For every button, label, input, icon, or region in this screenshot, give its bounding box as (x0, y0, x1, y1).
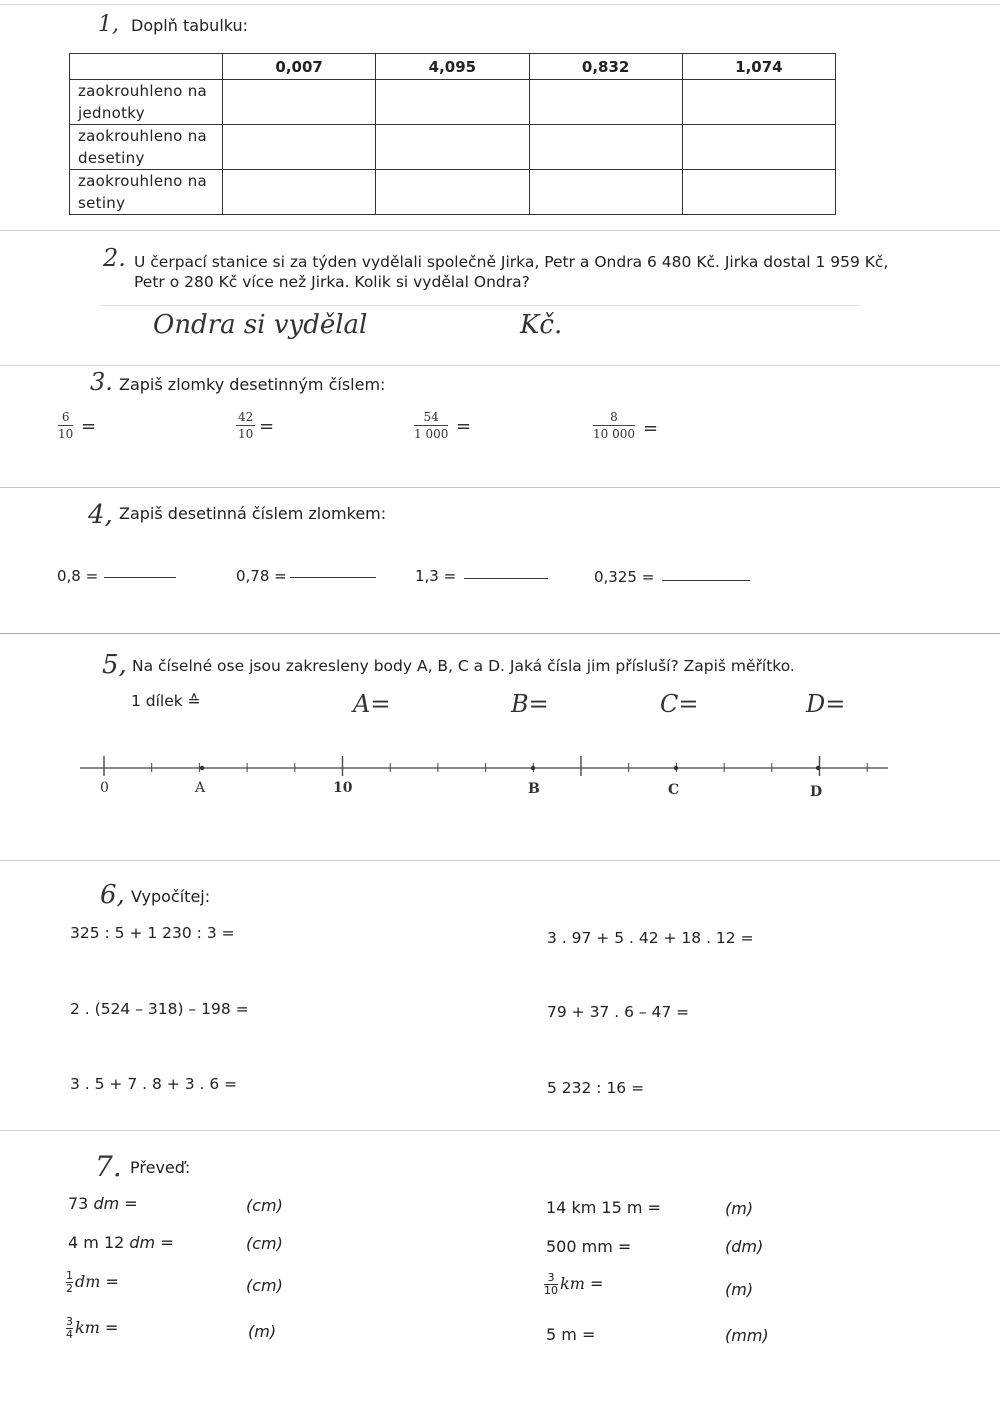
fraction (593, 410, 635, 441)
numerator: 3 (66, 1315, 73, 1328)
target-unit: (m) (725, 1199, 754, 1218)
denominator: 10 (544, 1284, 558, 1297)
decimal-item: 1,3 = (415, 567, 457, 585)
expression: 3 . 97 + 5 . 42 + 18 . 12 = (547, 929, 754, 947)
task-number: 4, (88, 500, 113, 530)
answer-cell[interactable] (682, 125, 835, 170)
target-unit: (cm) (246, 1234, 283, 1253)
fraction (58, 410, 73, 441)
scale-label: 1 dílek ≙ (131, 692, 201, 710)
answer-cell[interactable] (376, 80, 529, 125)
answer-cell[interactable] (223, 125, 376, 170)
conversion-value: 500 mm (546, 1237, 613, 1256)
fraction (414, 410, 448, 441)
handwritten-answer-prefix: Ondra si vydělal (153, 310, 368, 340)
equals-sign: = (456, 416, 472, 437)
table-column-header: 4,095 (376, 54, 529, 80)
target-unit: (mm) (725, 1326, 769, 1345)
equals-sign: = (589, 1274, 604, 1293)
target-unit: (dm) (725, 1237, 764, 1256)
task-text-line: Petr o 280 Kč více než Jirka. Kolik si vydělal Ondra? (134, 273, 530, 291)
conversion-item (68, 1233, 174, 1252)
conversion-unit: dm (129, 1233, 156, 1252)
conversion-value: 73 (68, 1194, 89, 1213)
equals-sign: = (104, 1318, 119, 1337)
table-column-header: 1,074 (682, 54, 835, 80)
task-instruction: Vypočítej: (131, 887, 211, 906)
axis-ticks (104, 756, 867, 776)
task-number: 2. (103, 244, 126, 272)
table-header-row (70, 54, 836, 80)
task-number: 6, (100, 880, 125, 910)
axis-point (531, 766, 535, 770)
row-label: zaokrouhleno na jednotky (70, 80, 223, 125)
denominator: 4 (66, 1328, 73, 1341)
equals-sign: = (124, 1194, 138, 1213)
denominator: 10 000 (593, 427, 635, 441)
expression: 325 : 5 + 1 230 : 3 = (70, 924, 235, 942)
numerator: 42 (238, 410, 254, 424)
answer-cell[interactable] (223, 80, 376, 125)
answer-cell[interactable] (376, 125, 529, 170)
fraction (66, 1316, 73, 1341)
task-text-line: U čerpací stanice si za týden vydělali společně Jirka, Petr a Ondra 6 480 Kč. Jirka dostal 1 959 Kč, (134, 253, 889, 271)
conversion-item (66, 1270, 119, 1295)
numerator: 6 (58, 410, 73, 426)
answer-blank[interactable] (464, 578, 548, 579)
answer-cell[interactable] (529, 80, 682, 125)
decimal-item: 0,8 = (57, 567, 99, 585)
conversion-item (66, 1316, 118, 1341)
numerator: 1 (66, 1269, 73, 1282)
answer-label-d: D= (806, 690, 846, 718)
axis-label-a: A (195, 780, 206, 796)
denominator: 1 000 (414, 427, 449, 441)
equals-sign: = (160, 1233, 174, 1252)
table-row (70, 170, 836, 215)
table-row (70, 125, 836, 170)
decimal-item: 0,78 = (236, 567, 287, 585)
row-label: zaokrouhleno na setiny (70, 170, 223, 215)
expression: 79 + 37 . 6 – 47 = (547, 1003, 690, 1021)
conversion-item (546, 1198, 661, 1217)
answer-label-a: A= (353, 690, 391, 718)
section-divider (0, 860, 1000, 861)
answer-cell[interactable] (682, 170, 835, 215)
row-label: zaokrouhleno na desetiny (70, 125, 223, 170)
answer-cell[interactable] (376, 170, 529, 215)
axis-label-b: B (528, 781, 540, 797)
denominator: 10 (58, 427, 74, 441)
target-unit: (cm) (246, 1276, 283, 1295)
conversion-value: 14 km 15 m (546, 1198, 643, 1217)
expression: 5 232 : 16 = (547, 1079, 645, 1097)
table-column-header: 0,007 (223, 54, 376, 80)
section-divider (0, 4, 1000, 5)
answer-blank[interactable] (662, 580, 750, 581)
answer-label-b: B= (511, 690, 549, 718)
conversion-item (68, 1194, 138, 1213)
equals-sign: = (647, 1198, 661, 1217)
task-number: 3. (90, 368, 113, 396)
target-unit: (m) (725, 1280, 754, 1299)
axis-point (200, 766, 204, 770)
numerator: 3 (544, 1272, 558, 1285)
task-instruction: Na číselné ose jsou zakresleny body A, B, C a D. Jaká čísla jim přísluší? Zapiš měřítko. (132, 657, 795, 675)
conversion-unit: dm (93, 1194, 120, 1213)
number-line (0, 740, 1000, 780)
task-instruction: Zapiš zlomky desetinným číslem: (119, 375, 386, 394)
denominator: 10 (238, 427, 254, 441)
target-unit: (m) (248, 1322, 277, 1341)
expression: 2 . (524 – 318) – 198 = (70, 1000, 249, 1018)
task-number: 1, (98, 12, 119, 37)
conversion-value: 5 m (546, 1325, 577, 1344)
task-number: 7. (95, 1150, 122, 1183)
fraction (236, 410, 255, 441)
equals-sign: = (105, 1272, 119, 1291)
task-number: 5, (102, 650, 127, 680)
conversion-item (546, 1237, 631, 1256)
expression: 3 . 5 + 7 . 8 + 3 . 6 = (70, 1075, 238, 1093)
section-divider (0, 230, 1000, 231)
section-divider (0, 487, 1000, 488)
target-unit: (cm) (246, 1196, 283, 1215)
equals-sign: = (617, 1237, 632, 1256)
answer-label-c: C= (660, 690, 699, 718)
conversion-unit: dm (75, 1272, 101, 1291)
numerator: 54 (414, 410, 448, 426)
task-instruction: Doplň tabulku: (131, 16, 249, 35)
axis-point (674, 766, 678, 770)
handwritten-answer-suffix: Kč. (520, 310, 563, 340)
answer-blank[interactable] (104, 577, 176, 578)
answer-cell[interactable] (682, 80, 835, 125)
equals-sign: = (643, 418, 659, 439)
fraction (66, 1270, 73, 1295)
section-divider (100, 305, 860, 306)
axis-label-d: D (810, 784, 823, 800)
fraction (544, 1272, 558, 1297)
table-corner-cell (70, 54, 223, 80)
equals-sign: = (259, 416, 275, 437)
conversion-item (544, 1272, 603, 1297)
section-divider (0, 365, 1000, 366)
section-divider (0, 1130, 1000, 1131)
task-instruction: Zapiš desetinná číslem zlomkem: (119, 504, 387, 523)
axis-label-c: C (668, 782, 680, 798)
table-row (70, 80, 836, 125)
denominator: 2 (66, 1282, 73, 1295)
conversion-item (546, 1325, 595, 1344)
conversion-unit: km (75, 1318, 100, 1337)
axis-label-ten: 10 (333, 780, 353, 796)
decimal-item: 0,325 = (594, 568, 655, 586)
equals-sign: = (581, 1325, 596, 1344)
axis-point (816, 766, 820, 770)
task-instruction: Převeď: (130, 1158, 191, 1177)
numerator: 8 (593, 410, 635, 426)
equals-sign: = (81, 416, 97, 437)
conversion-value: 4 m 12 (68, 1233, 125, 1252)
conversion-unit: km (560, 1274, 585, 1293)
answer-cell[interactable] (223, 170, 376, 215)
section-divider (0, 633, 1000, 634)
answer-cell[interactable] (529, 125, 682, 170)
table-column-header: 0,832 (529, 54, 682, 80)
answer-cell[interactable] (529, 170, 682, 215)
axis-label-zero: 0 (100, 780, 109, 796)
answer-blank[interactable] (290, 577, 376, 578)
rounding-table (69, 53, 836, 215)
